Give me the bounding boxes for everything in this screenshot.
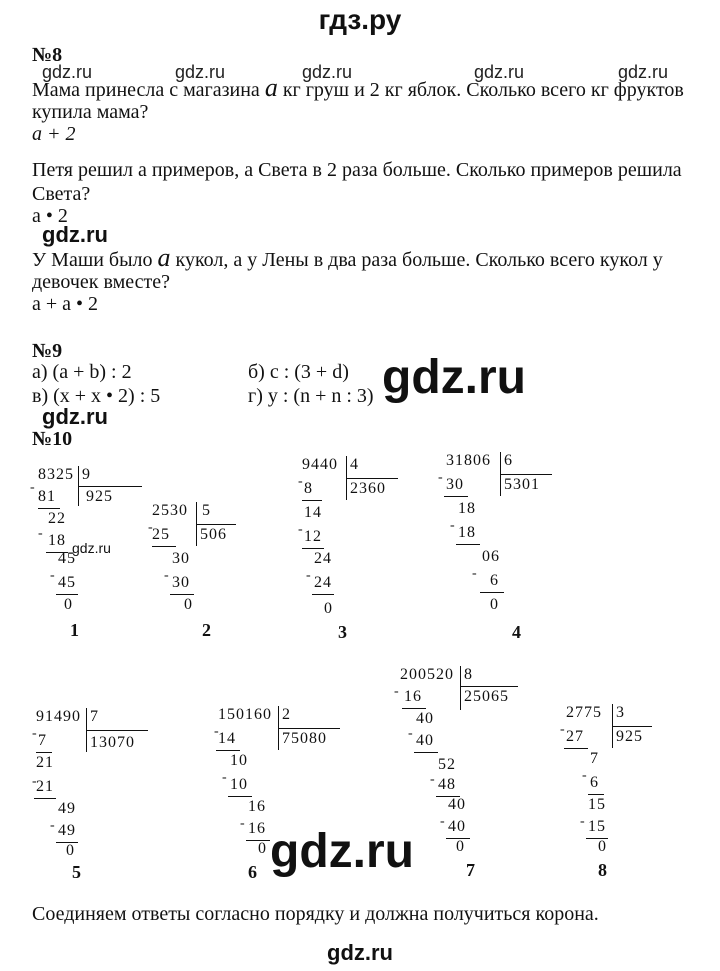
watermark: gdz.ru [618,62,669,82]
section-9-g: г) y : (n + n : 3) [248,385,374,407]
long-division-2: 2530 5 506 - 25 30 - 30 0 2 [148,502,318,682]
long-division-3: 9440 4 2360 - 8 14 - 12 24 - 24 0 3 [298,456,468,636]
watermark-large: gdz.ru [382,351,526,404]
section-9-v: в) (x + x • 2) : 5 [32,385,161,407]
problem-8-1-text-2: купила мама? [32,101,149,123]
problem-8-2-text-2: Света? [32,183,91,205]
long-division-1: 8325 9 925 - 81 22 - 18 45 - 45 0 1 [30,466,200,646]
problem-8-1-text: Мама принесла с магазина a кг груш и 2 кг яблок. Сколько всего кг фруктов [32,73,684,102]
watermark: gdz.ru [72,540,111,556]
long-division-4: 31806 6 5301 - 30 18 - 18 06 - 6 0 4 [438,452,608,632]
watermark: gdz.ru [474,62,525,82]
watermark: gdz.ru [42,404,108,429]
problem-8-1-answer: a + 2 [32,123,76,145]
long-division-7: 200520 8 25065 - 16 40 - 40 52 - 48 40 - 40 0 7 [394,666,564,846]
problem-8-3-text: У Маши было a кукол, а у Лены в два раза больше. Сколько всего кукол у [32,243,663,272]
long-division-6: 150160 2 75080 - 14 10 - 10 16 - 16 0 6 [214,706,384,886]
watermark: gdz.ru [42,222,108,247]
problem-8-2-text: Петя решил a примеров, а Света в 2 раза больше. Сколько примеров решила [32,159,682,181]
problem-8-3-answer: a + a • 2 [32,293,99,315]
long-division-5: 91490 7 13070 - 7 21 - 21 49 - 49 0 5 [32,708,202,888]
watermark-large: gdz.ru [270,825,414,878]
site-title: гдз.ру [318,4,402,35]
problem-8-2-answer: a • 2 [32,205,68,227]
problem-8-3-text-2: девочек вместе? [32,271,170,293]
footer-watermark: gdz.ru [327,940,393,965]
section-8-title: №8 [32,44,63,66]
long-division-8: 2775 3 925 - 27 7 - 6 15 - 15 0 8 [560,704,720,884]
section-9-title: №9 [32,340,63,362]
watermark: gdz.ru [175,62,226,82]
section-9-b: б) c : (3 + d) [248,361,349,383]
conclusion-text: Соединяем ответы согласно порядку и должна получиться корона. [32,903,599,925]
section-9-a: а) (a + b) : 2 [32,361,132,383]
watermark: gdz.ru [42,62,93,82]
var-a: a [264,73,278,102]
section-10-title: №10 [32,428,73,450]
watermark: gdz.ru [302,62,353,82]
